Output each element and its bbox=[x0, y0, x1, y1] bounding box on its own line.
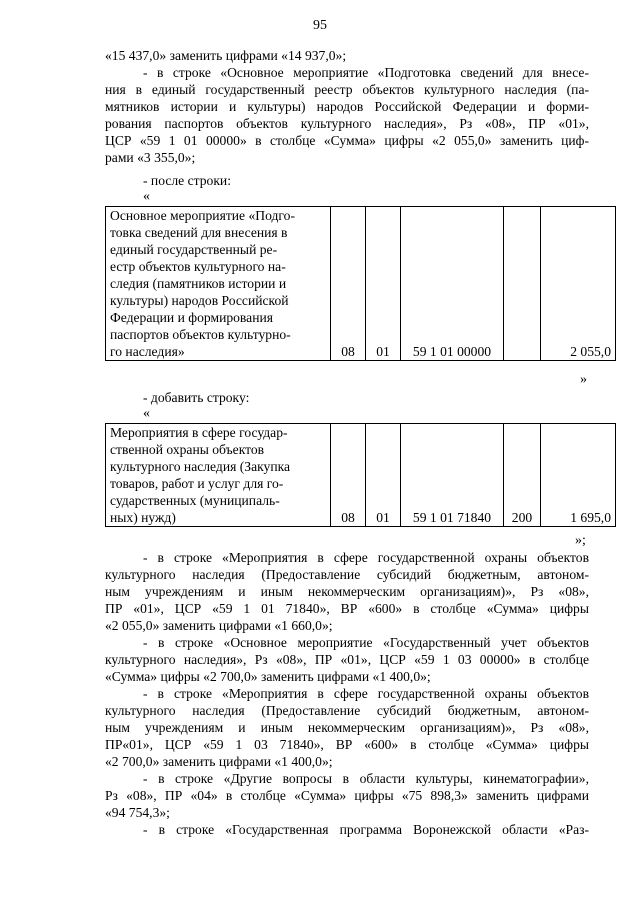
row-name-cell bbox=[106, 424, 331, 527]
text-line: - в строке «Основное мероприятие «Подготовка сведений для внесе- bbox=[143, 65, 589, 80]
text-line: ПР«01», ЦСР «59 1 03 71840», ВР «600» в столбце «Сумма» цифры bbox=[105, 737, 589, 752]
rz-cell: 08 bbox=[331, 207, 366, 361]
open-quote-1: « bbox=[143, 189, 150, 204]
text-line: культурного наследия», Рз «08», ПР «01», ЦСР «59 1 03 00000» в столбце bbox=[105, 652, 589, 667]
cell-line: паспортов объектов культурно- bbox=[110, 327, 291, 342]
cell-line: Федерации и формирования bbox=[110, 310, 274, 325]
after-row-label bbox=[105, 172, 589, 189]
paragraph-2 bbox=[105, 549, 589, 634]
cell-line: Основное мероприятие «Подго- bbox=[110, 208, 295, 223]
text-line: мятников истории и культуры) народов Российской Федерации и форми- bbox=[105, 99, 589, 114]
text-line: ПР «01», ЦСР «59 1 01 71840», ВР «600» в столбце «Сумма» цифры bbox=[105, 601, 589, 616]
close-quote-1: » bbox=[580, 372, 587, 387]
sum-cell: 1 695,0 bbox=[541, 424, 616, 527]
cell-line: следия (памятников истории и bbox=[110, 276, 287, 291]
text-line: культурного наследия (Предоставление субсидий бюджетным, автоном- bbox=[105, 567, 589, 582]
budget-table-2 bbox=[105, 423, 616, 527]
csr-cell: 59 1 01 00000 bbox=[401, 207, 504, 361]
csr-cell: 59 1 01 71840 bbox=[401, 424, 504, 527]
text-line: - в строке «Другие вопросы в области культуры, кинематографии», bbox=[143, 771, 589, 786]
text-line: «2 700,0» заменить цифрами «1 400,0»; bbox=[105, 754, 333, 769]
text-line: «Сумма» цифры «2 700,0» заменить цифрами «1 400,0»; bbox=[105, 669, 431, 684]
close-quote-2: »; bbox=[575, 533, 586, 548]
cell-line: Мероприятия в сфере государ- bbox=[110, 425, 288, 440]
text-line: - в строке «Государственная программа Воронежской области «Раз- bbox=[143, 822, 589, 837]
cell-line: единый государственный ре- bbox=[110, 242, 278, 257]
budget-table-1 bbox=[105, 206, 616, 361]
vr-cell: 200 bbox=[504, 424, 541, 527]
text-line: - в строке «Мероприятия в сфере государственной охраны объектов bbox=[143, 686, 589, 701]
cell-line: культурного наследия (Закупка bbox=[110, 459, 291, 474]
text-line: ным учреждениям и иным некоммерческим организациям)», Рз «08», bbox=[105, 720, 589, 735]
text-line: ным учреждениям и иным некоммерческим организациям)», Рз «08», bbox=[105, 584, 589, 599]
text-line: ния в единый государственный реестр объектов культурного наследия (па- bbox=[105, 82, 589, 97]
sum-cell: 2 055,0 bbox=[541, 207, 616, 361]
cell-line: естр объектов культурного на- bbox=[110, 259, 286, 274]
paragraph-3 bbox=[105, 634, 589, 685]
paragraph-6 bbox=[105, 821, 589, 838]
text-line: - добавить строку: bbox=[143, 390, 250, 405]
pr-cell: 01 bbox=[366, 424, 401, 527]
text-line: «2 055,0» заменить цифрами «1 660,0»; bbox=[105, 618, 333, 633]
text-line: рования паспортов объектов культурного наследия», Рз «08», ПР «01», bbox=[105, 116, 589, 131]
cell-line: культуры) народов Российской bbox=[110, 293, 289, 308]
table-row bbox=[106, 207, 616, 361]
paragraph-4 bbox=[105, 685, 589, 770]
vr-cell bbox=[504, 207, 541, 361]
page-number: 95 bbox=[313, 18, 327, 33]
text-line: рами «3 355,0»; bbox=[105, 150, 196, 165]
cell-line: ственной охраны объектов bbox=[110, 442, 265, 457]
text-line: - после строки: bbox=[143, 173, 231, 188]
pr-cell: 01 bbox=[366, 207, 401, 361]
paragraph-5 bbox=[105, 770, 589, 821]
text-line: «94 754,3»; bbox=[105, 805, 170, 820]
table-row bbox=[106, 424, 616, 527]
cell-line: го наследия» bbox=[110, 344, 185, 359]
cell-line: товаров, работ и услуг для го- bbox=[110, 476, 284, 491]
open-quote-2: « bbox=[143, 406, 150, 421]
text-line: - в строке «Мероприятия в сфере государственной охраны объектов bbox=[143, 550, 589, 565]
row-name-cell bbox=[106, 207, 331, 361]
paragraph-1 bbox=[105, 64, 589, 166]
cell-line: ных) нужд) bbox=[110, 510, 176, 525]
text-line: «15 437,0» заменить цифрами «14 937,0»; bbox=[105, 48, 347, 63]
text-line: - в строке «Основное мероприятие «Государственный учет объектов bbox=[143, 635, 589, 650]
cell-line: сударственных (муниципаль- bbox=[110, 493, 280, 508]
add-row-label bbox=[105, 389, 589, 406]
text-line: Рз «08», ПР «04» в столбце «Сумма» цифры «75 898,3» заменить цифрами bbox=[105, 788, 589, 803]
text-line: культурного наследия (Предоставление субсидий бюджетным, автоном- bbox=[105, 703, 589, 718]
rz-cell: 08 bbox=[331, 424, 366, 527]
cell-line: товка сведений для внесения в bbox=[110, 225, 288, 240]
text-line: ЦСР «59 1 01 00000» в столбце «Сумма» цифры «2 055,0» заменить циф- bbox=[105, 133, 589, 148]
intro-line bbox=[105, 47, 589, 64]
